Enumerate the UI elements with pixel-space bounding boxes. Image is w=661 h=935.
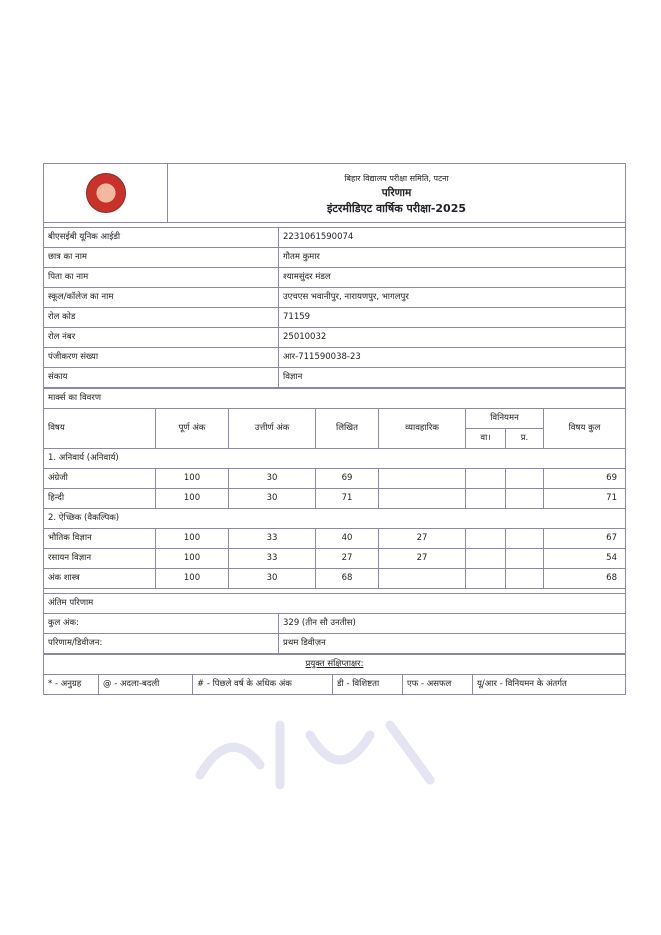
info-row xyxy=(44,288,626,308)
info-label: स्कूल/कॉलेज का नाम xyxy=(44,288,279,308)
info-row xyxy=(44,268,626,288)
subject-name: भौतिक विज्ञान xyxy=(44,529,156,549)
pass-marks: 33 xyxy=(229,529,316,549)
info-row xyxy=(44,348,626,368)
full-marks: 100 xyxy=(156,569,229,589)
final-title: अंतिम परिणाम xyxy=(44,594,626,614)
written-marks: 69 xyxy=(316,469,379,489)
bseb-logo-icon xyxy=(86,173,126,213)
marks-section-title: मार्क्स का विवरण xyxy=(44,389,626,409)
division-value: प्रथम डिवीज़न xyxy=(279,634,626,654)
marks-row xyxy=(44,569,626,589)
rb-marks xyxy=(506,469,544,489)
subject-name: अंग्रेजी xyxy=(44,469,156,489)
written-marks: 27 xyxy=(316,549,379,569)
info-label: पंजीकरण संख्या xyxy=(44,348,279,368)
abbr-title xyxy=(44,655,626,675)
info-label: पिता का नाम xyxy=(44,268,279,288)
col-written: लिखित xyxy=(316,409,379,449)
board-name: बिहार विद्यालय परीक्षा समिति, पटना xyxy=(344,173,449,183)
practical-marks: 27 xyxy=(379,549,466,569)
full-marks: 100 xyxy=(156,529,229,549)
marks-row xyxy=(44,529,626,549)
info-label: संकाय xyxy=(44,368,279,388)
info-value: गौतम कुमार xyxy=(279,248,626,268)
division-label: परिणाम/डिवीजन: xyxy=(44,634,279,654)
info-row xyxy=(44,248,626,268)
col-regulation: विनियमन xyxy=(466,409,544,429)
group-row xyxy=(44,449,626,469)
abbreviations-table xyxy=(43,654,626,695)
pass-marks: 30 xyxy=(229,489,316,509)
total-label: कुल अंक: xyxy=(44,614,279,634)
group-row xyxy=(44,509,626,529)
written-marks: 40 xyxy=(316,529,379,549)
logo-cell xyxy=(44,164,168,223)
ra-marks xyxy=(466,529,506,549)
info-value: 71159 xyxy=(279,308,626,328)
ra-marks xyxy=(466,469,506,489)
info-row xyxy=(44,368,626,388)
subject-group: 2. ऐच्छिक (वैकल्पिक) xyxy=(44,509,626,529)
watermark xyxy=(190,705,450,795)
header-titles xyxy=(168,164,626,223)
col-practical: व्यावहारिक xyxy=(379,409,466,449)
subject-total: 54 xyxy=(544,549,626,569)
info-value: विज्ञान xyxy=(279,368,626,388)
subject-total: 68 xyxy=(544,569,626,589)
info-label: रोल कोड xyxy=(44,308,279,328)
full-marks: 100 xyxy=(156,489,229,509)
info-value: आर-711590038-23 xyxy=(279,348,626,368)
student-info-table xyxy=(43,227,626,388)
abbr-item: * - अनुग्रह xyxy=(44,675,99,695)
final-result-table xyxy=(43,593,626,654)
info-row xyxy=(44,308,626,328)
info-value: 25010032 xyxy=(279,328,626,348)
col-full: पूर्ण अंक xyxy=(156,409,229,449)
info-label: छात्र का नाम xyxy=(44,248,279,268)
subject-total: 71 xyxy=(544,489,626,509)
full-marks: 100 xyxy=(156,549,229,569)
pass-marks: 33 xyxy=(229,549,316,569)
subject-total: 69 xyxy=(544,469,626,489)
subject-group: 1. अनिवार्य (अनिवार्य) xyxy=(44,449,626,469)
rb-marks xyxy=(506,529,544,549)
info-label: रोल नंबर xyxy=(44,328,279,348)
exam-title: इंटरमीडिएट वार्षिक परीक्षा-2025 xyxy=(326,201,467,215)
result-header xyxy=(43,163,626,223)
subject-name: अंक शास्त्र xyxy=(44,569,156,589)
ra-marks xyxy=(466,489,506,509)
abbr-item: यू/आर - विनियमन के अंतर्गत xyxy=(473,675,626,695)
practical-marks xyxy=(379,469,466,489)
rb-marks xyxy=(506,569,544,589)
subject-name: हिन्दी xyxy=(44,489,156,509)
pass-marks: 30 xyxy=(229,469,316,489)
pass-marks: 30 xyxy=(229,569,316,589)
marks-row xyxy=(44,549,626,569)
practical-marks: 27 xyxy=(379,529,466,549)
ra-marks xyxy=(466,549,506,569)
col-reg-a: वा। xyxy=(466,429,506,449)
marks-row xyxy=(44,469,626,489)
ra-marks xyxy=(466,569,506,589)
practical-marks xyxy=(379,569,466,589)
result-document xyxy=(43,163,626,695)
info-row xyxy=(44,228,626,248)
info-value: उएचएस भवानीपुर, नारायणपुर, भागलपुर xyxy=(279,288,626,308)
full-marks: 100 xyxy=(156,469,229,489)
abbr-item: एफ - असफल xyxy=(403,675,473,695)
marks-table xyxy=(43,388,626,589)
abbr-item: # - पिछले वर्ष के अधिक अंक xyxy=(193,675,333,695)
total-value: 329 (तीन सौ उनतीस) xyxy=(279,614,626,634)
col-total: विषय कुल xyxy=(544,409,626,449)
written-marks: 71 xyxy=(316,489,379,509)
marks-row xyxy=(44,489,626,509)
rb-marks xyxy=(506,489,544,509)
col-reg-b: प्र. xyxy=(506,429,544,449)
info-value: 2231061590074 xyxy=(279,228,626,248)
abbr-title-text: प्रयुक्त संक्षिप्ताक्षर: xyxy=(305,659,364,669)
info-row xyxy=(44,328,626,348)
result-title: परिणाम xyxy=(381,186,412,199)
info-value: श्यामसुंदर मंडल xyxy=(279,268,626,288)
subject-name: रसायन विज्ञान xyxy=(44,549,156,569)
col-subject: विषय xyxy=(44,409,156,449)
abbr-item: डी - विशिष्टता xyxy=(333,675,403,695)
practical-marks xyxy=(379,489,466,509)
written-marks: 68 xyxy=(316,569,379,589)
abbr-row xyxy=(44,675,626,695)
abbr-item: @ - अदला-बदली xyxy=(99,675,193,695)
rb-marks xyxy=(506,549,544,569)
col-pass: उत्तीर्ण अंक xyxy=(229,409,316,449)
subject-total: 67 xyxy=(544,529,626,549)
info-label: बीएसईबी यूनिक आईडी xyxy=(44,228,279,248)
